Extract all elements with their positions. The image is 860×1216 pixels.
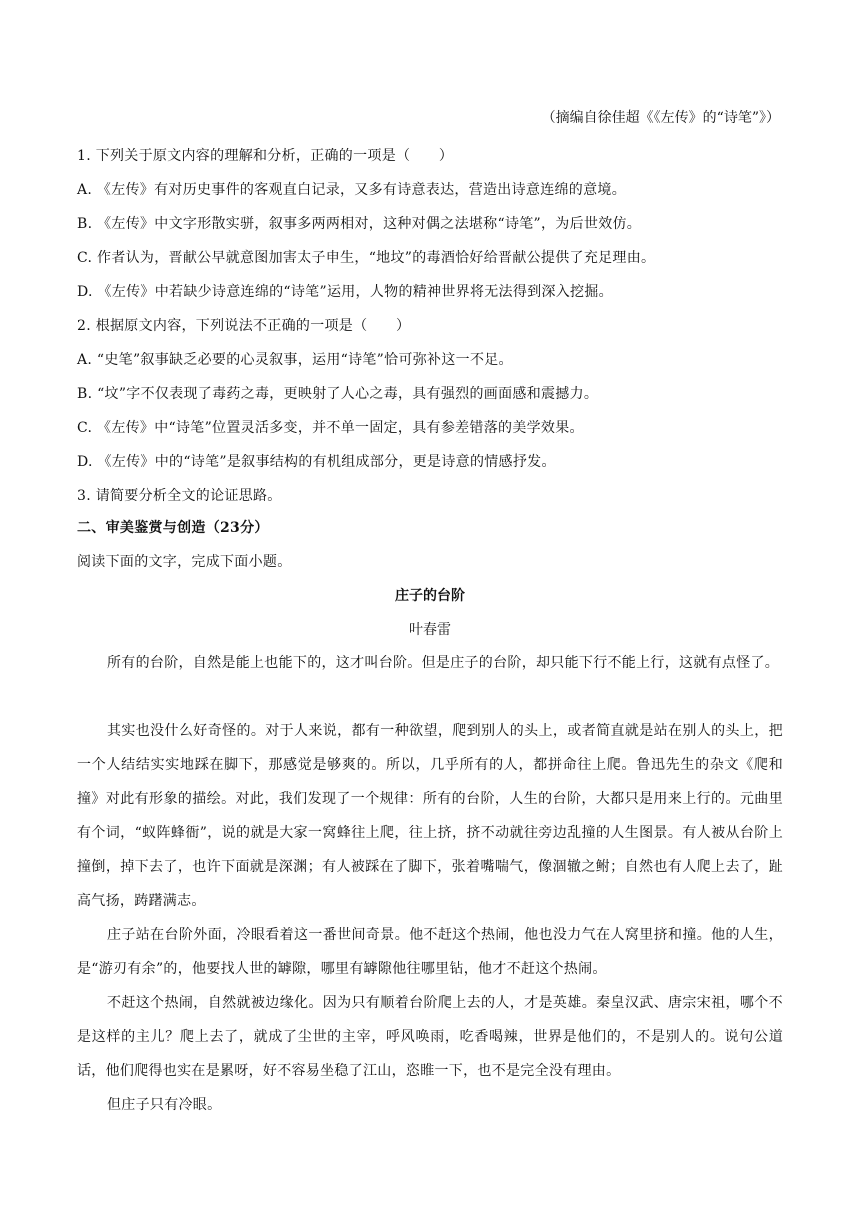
article-paragraph-4: 不赶这个热闹，自然就被边缘化。因为只有顺着台阶爬上去的人，才是英雄。秦皇汉武、唐宗宋祖，哪个不是这样的主儿？爬上去了，就成了尘世的主宰，呼风唤雨，吃香喝辣，世界是他们的，不是别人的。说句公道话，他们爬得也实在是累呀，好不容易坐稳了江山，恣睢一下，也不是完全没有理由。	[77, 995, 783, 1079]
article-author: 叶春雷	[409, 622, 451, 638]
article-paragraph-1: 所有的台阶，自然是能上也能下的，这才叫台阶。但是庄子的台阶，却只能下行不能上行，这就有点怪了。	[107, 655, 780, 671]
question-1-option-b: B. 《左传》中文字形散实骈，叙事多两两相对，这种对偶之法堪称“诗笔”，为后世效仿。	[77, 216, 642, 232]
article-paragraph-2: 其实也没什么好奇怪的。对于人来说，都有一种欲望，爬到别人的头上，或者简直就是站在别人的头上，把一个人结结实实地踩在脚下，那感觉是够爽的。所以，几乎所有的人，都拼命往上爬。鲁迅先生的杂文《爬和撞》对此有形象的描绘。对此，我们发现了一个规律：所有的台阶，人生的台阶，大都只是用来上行的。元曲里有个词，“蚁阵蜂衙”，说的就是大家一窝蜂往上爬，往上挤，挤不动就往旁边乱撞的人生图景。有人被从台阶上撞倒，掉下去了，也许下面就是深渊；有人被踩在了脚下，张着嘴喘气，像涸辙之鲋；自然也有人爬上去了，趾高气扬，踌躇满志。	[77, 723, 783, 909]
question-2-option-b: B. “坟”字不仅表现了毒药之毒，更映射了人心之毒，具有强烈的画面感和震撼力。	[77, 386, 599, 402]
question-2-stem: 2. 根据原文内容，下列说法不正确的一项是（ ）	[77, 318, 411, 334]
section-heading: 二、审美鉴赏与创造（23分）	[77, 520, 269, 536]
question-1-option-c: C. 作者认为，晋献公早就意图加害太子申生，“地坟”的毒酒恰好给晋献公提供了充足理由。	[77, 250, 656, 266]
question-2-option-a: A. “史笔”叙事缺乏必要的心灵叙事，运用“诗笔”恰可弥补这一不足。	[77, 352, 513, 368]
article-title: 庄子的台阶	[395, 588, 465, 604]
question-1-stem: 1. 下列关于原文内容的理解和分析，正确的一项是（ ）	[77, 148, 454, 164]
question-1-option-a: A. 《左传》有对历史事件的客观直白记录，又多有诗意表达，营造出诗意连绵的意境。	[77, 182, 627, 198]
question-1-option-d: D. 《左传》中若缺少诗意连绵的“诗笔”运用，人物的精神世界将无法得到深入挖掘。	[77, 284, 613, 300]
question-2-option-c: C. 《左传》中“诗笔”位置灵活多变，并不单一固定，具有参差错落的美学效果。	[77, 420, 584, 436]
reading-instruction: 阅读下面的文字，完成下面小题。	[77, 554, 292, 570]
question-2-option-d: D. 《左传》中的“诗笔”是叙事结构的有机组成部分，更是诗意的情感抒发。	[77, 454, 556, 470]
article-paragraph-3: 庄子站在台阶外面，冷眼看着这一番世间奇景。他不赶这个热闹，他也没力气在人窝里挤和撞。他的人生，是“游刃有余”的，他要找人世的罅隙，哪里有罅隙他往哪里钻，他才不赶这个热闹。	[77, 927, 783, 977]
question-3-stem: 3. 请简要分析全文的论证思路。	[77, 488, 282, 504]
source-citation: （摘编自徐佳超《《左传》的“诗笔”》）	[541, 110, 780, 126]
article-paragraph-5: 但庄子只有冷眼。	[107, 1097, 222, 1113]
